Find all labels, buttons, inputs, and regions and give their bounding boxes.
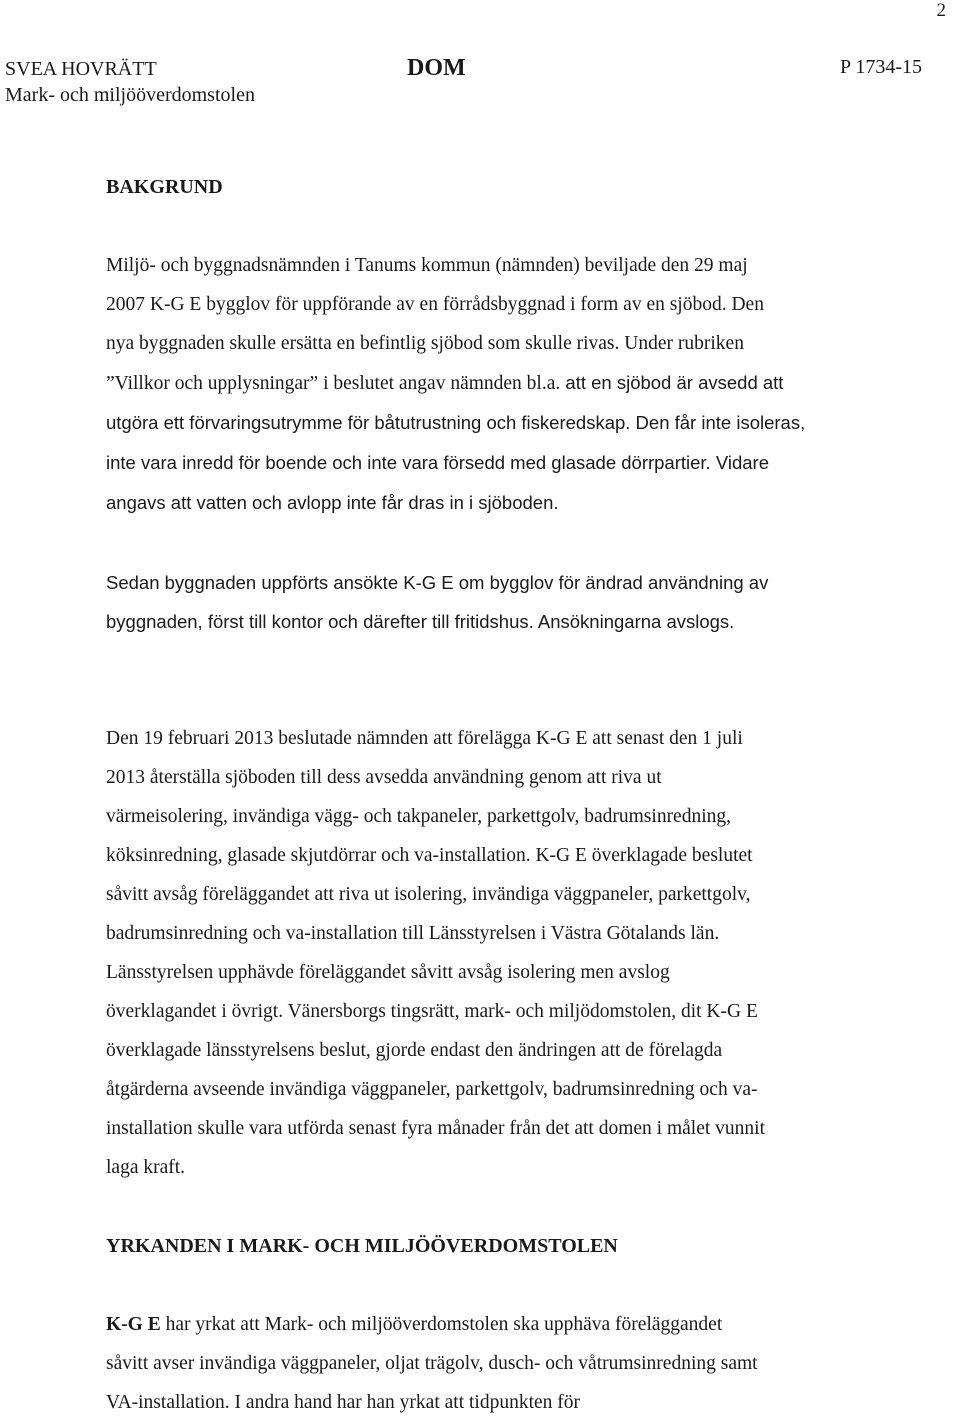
section-heading-yrkanden: YRKANDEN I MARK- OCH MILJÖÖVERDOMSTOLEN bbox=[106, 1235, 618, 1257]
paragraph-bakgrund-1 bbox=[106, 246, 886, 523]
party-name: K-G E bbox=[106, 1314, 161, 1335]
document-body bbox=[106, 168, 886, 1422]
court-name-line2: Mark- och miljööverdomstolen bbox=[5, 84, 255, 106]
document-type: DOM bbox=[407, 55, 466, 81]
paragraph-bakgrund-3: Den 19 februari 2013 beslutade nämnden att förelägga K-G E att senast den 1 juli 2013 återställa sjöboden till dess avsedda användning genom att riva ut värmeisolering, invändiga vägg- och takpaneler, parkettgolv, badrumsinredning, köksinredning, glasade skjutdörrar och va-installation. K-G E överklagade beslutet såvitt avsåg föreläggandet att riva ut isolering, invändiga väggpaneler, parkettgolv, badrumsinredning och va-installation till Länsstyrelsen i Västra Götalands län. Länsstyrelsen upphävde föreläggandet såvitt avsåg isolering men avslog överklagandet i övrigt. Vänersborgs tingsrätt, mark- och miljödomstolen, dit K-G E överklagade länsstyrelsens beslut, gjorde endast den ändringen att de förelagda åtgärderna avseende invändiga väggpaneler, parkettgolv, badrumsinredning och va- installation skulle vara utförda senast fyra månader från det att domen i målet vunnit laga kraft. bbox=[106, 728, 765, 1178]
paragraph-bakgrund-1-serif: Miljö- och byggnadsnämnden i Tanums kommun (nämnden) beviljade den 29 maj 2007 K-G E bygglov för uppförande av en förrådsbyggnad i form av en sjöbod. Den nya byggnaden skulle ersätta en befintlig sjöbod som skulle rivas. Under rubriken ”Villkor och upplysningar” i beslutet angav nämnden bl.a. bbox=[106, 255, 764, 394]
court-name bbox=[5, 56, 255, 108]
paragraph-bakgrund-1-sans: att en sjöbod är avsedd att utgöra ett förvaringsutrymme för båtutrustning och fiskeredskap. Den får inte isoleras, inte vara inredd för boende och inte vara försedd med glasade dörrpartier. Vidare angavs att vatten och avlopp inte får dras in i sjöboden. bbox=[106, 372, 806, 513]
section-heading-bakgrund: BAKGRUND bbox=[106, 176, 223, 198]
case-number: P 1734-15 bbox=[839, 56, 922, 78]
court-name-line1: SVEA HOVRÄTT bbox=[5, 58, 157, 80]
paragraph-bakgrund-2: Sedan byggnaden uppförts ansökte K-G E om bygglov för ändrad användning av byggnaden, först till kontor och därefter till fritidshus. Ansökningarna avslogs. bbox=[106, 572, 769, 632]
paragraph-yrkanden-1-text: har yrkat att Mark- och miljööverdomstolen ska upphäva föreläggandet såvitt avser invändiga väggpaneler, oljat trägolv, dusch- och våtrumsinredning samt VA-installation. I andra hand har han yrkat att tidpunkten för bbox=[106, 1314, 758, 1413]
page-number: 2 bbox=[936, 0, 946, 21]
paragraph-yrkanden-1 bbox=[106, 1305, 886, 1422]
